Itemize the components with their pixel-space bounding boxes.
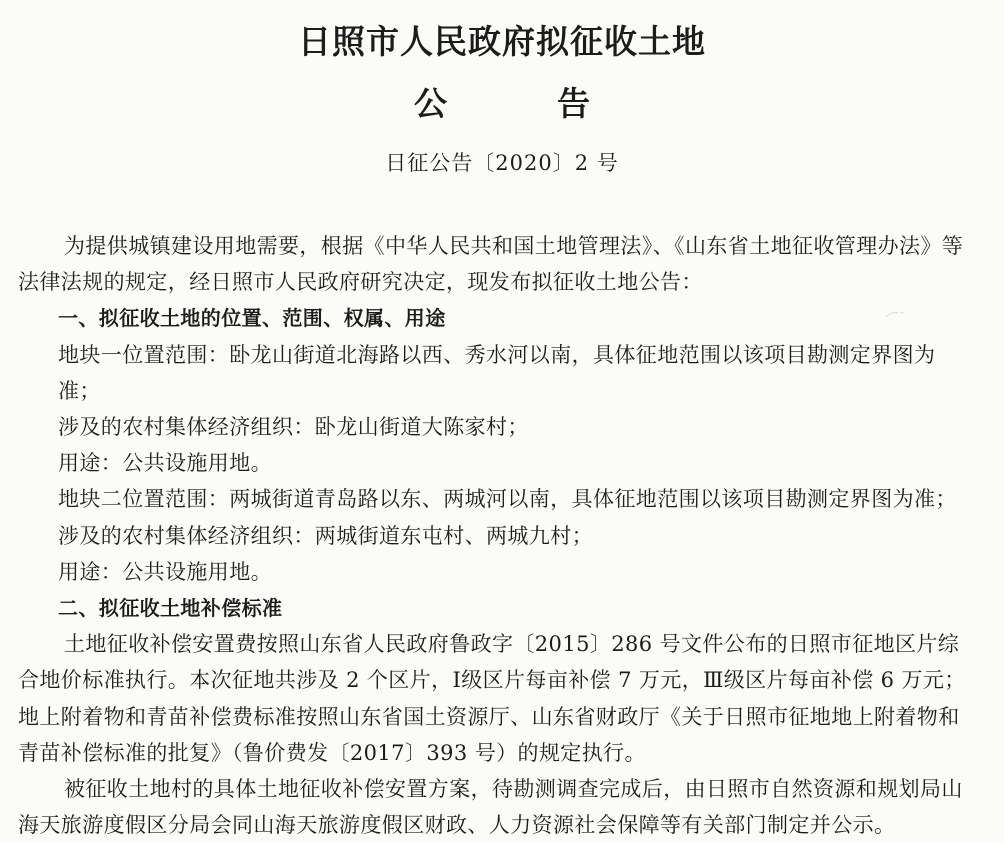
- notice-subtitle: 公告: [414, 84, 700, 123]
- scan-speck: [884, 311, 906, 319]
- parcel-1-location: 地块一位置范围：卧龙山街道北海路以西、秀水河以南，具体征地范围以该项目勘测定界图为准；: [58, 342, 936, 403]
- parcel-1-collective: 涉及的农村集体经济组织：卧龙山街道大陈家村；: [58, 415, 529, 440]
- parcel-1-usage: 用途：公共设施用地。: [58, 451, 272, 476]
- parcel-2-collective: 涉及的农村集体经济组织：两城街道东屯村、两城九村；: [58, 523, 593, 548]
- notice-title: 日照市人民政府拟征收土地: [298, 22, 706, 61]
- section-1-heading: 一、拟征收土地的位置、范围、权属、用途: [58, 306, 446, 331]
- compensation-plan-paragraph: 被征收土地村的具体土地征收补偿安置方案，待勘测调查完成后，由日照市自然资源和规划局山海天旅游度假区分局会同山海天旅游度假区财政、人力资源社会保障等有关部门制定并公示。: [18, 777, 963, 838]
- section-2-heading: 二、拟征收土地补偿标准: [58, 596, 283, 621]
- parcel-2-location: 地块二位置范围：两城街道青岛路以东、两城河以南，具体征地范围以该项目勘测定界图为准；: [58, 487, 957, 512]
- compensation-standard-paragraph: 土地征收补偿安置费按照山东省人民政府鲁政字〔2015〕286 号文件公布的日照市征地区片综合地价标准执行。本次征地共涉及 2 个区片，Ⅰ级区片每亩补偿 7 万元，Ⅲ级区片每亩补偿 6 万元；地上附着物和青苗补偿费标准按照山东省国土资源厅、山东省财政厅《关于日照市征地地上附着物和青苗补偿标准的批复》（鲁价费发〔2017〕393 号）的规定执行。: [18, 632, 966, 765]
- parcel-2-usage: 用途：公共设施用地。: [58, 559, 272, 584]
- intro-paragraph: 为提供城镇建设用地需要，根据《中华人民共和国土地管理法》、《山东省土地征收管理办法》等法律法规的规定，经日照市人民政府研究决定，现发布拟征收土地公告：: [18, 234, 964, 295]
- document-number: 日征公告〔2020〕2 号: [385, 151, 619, 175]
- notice-body: [18, 228, 973, 843]
